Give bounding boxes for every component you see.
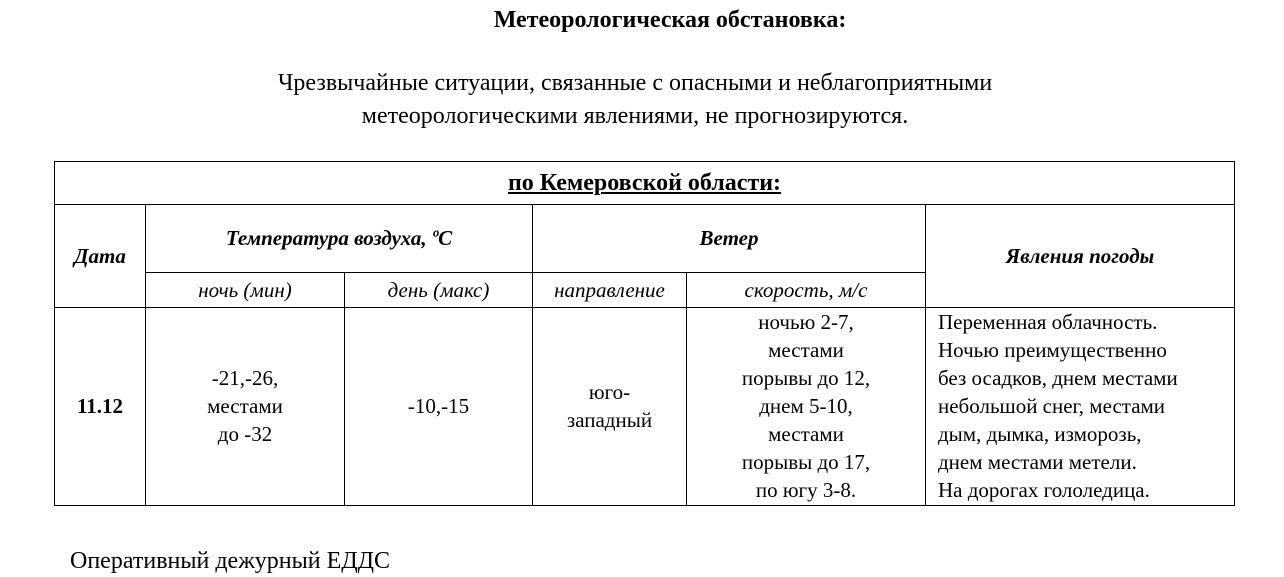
cell-line: западный — [566, 408, 653, 433]
cell-line: Переменная облачность. — [938, 310, 1158, 335]
cell-line: ночью 2-7, — [758, 310, 854, 335]
column-header-temperature: Температура воздуха, ºС — [146, 205, 533, 272]
emergency-notice — [0, 67, 1270, 133]
subheader-direction: направление — [533, 272, 687, 307]
weather-forecast-table — [54, 161, 1235, 506]
subheader-day: день (макс) — [345, 272, 533, 307]
cell-wind-direction — [533, 307, 687, 505]
column-header-date: Дата — [55, 205, 146, 308]
cell-night-temp — [146, 307, 345, 505]
page-title: Метеорологическая обстановка: — [493, 7, 847, 33]
column-header-phenomena: Явления погоды — [926, 205, 1235, 308]
subheader-speed: скорость, м/с — [687, 272, 926, 307]
cell-line: до -32 — [217, 422, 273, 447]
cell-line: без осадков, днем местами — [938, 366, 1178, 391]
cell-date: 11.12 — [55, 307, 146, 505]
cell-line: небольшой снег, местами — [938, 394, 1166, 419]
duty-officer-signature: Оперативный дежурный ЕДДС — [70, 548, 391, 574]
cell-line: На дорогах гололедица. — [938, 478, 1150, 503]
cell-phenomena — [926, 307, 1235, 505]
column-header-wind: Ветер — [533, 205, 926, 272]
cell-line: Ночью преимущественно — [938, 338, 1167, 363]
cell-line: по югу 3-8. — [755, 478, 857, 503]
cell-line: местами — [207, 394, 283, 419]
cell-line: местами — [768, 422, 844, 447]
cell-day-temp: -10,-15 — [345, 307, 533, 505]
cell-line: юго- — [588, 380, 631, 405]
cell-line: дым, дымка, изморозь, — [938, 422, 1142, 447]
region-title: по Кемеровской области: — [507, 170, 782, 197]
cell-wind-speed — [687, 307, 926, 505]
subheader-night: ночь (мин) — [146, 272, 345, 307]
cell-line: порывы до 12, — [741, 366, 871, 391]
cell-line: -21,-26, — [211, 366, 279, 391]
cell-line: порывы до 17, — [741, 450, 871, 475]
notice-line: метеорологическими явлениями, не прогнозируются. — [361, 103, 909, 129]
cell-line: днем местами метели. — [938, 450, 1137, 475]
notice-line: Чрезвычайные ситуации, связанные с опасными и неблагоприятными — [277, 70, 993, 96]
cell-line: днем 5-10, — [759, 394, 853, 419]
table-row — [55, 307, 1235, 505]
cell-line: местами — [768, 338, 844, 363]
region-header — [55, 162, 1235, 205]
